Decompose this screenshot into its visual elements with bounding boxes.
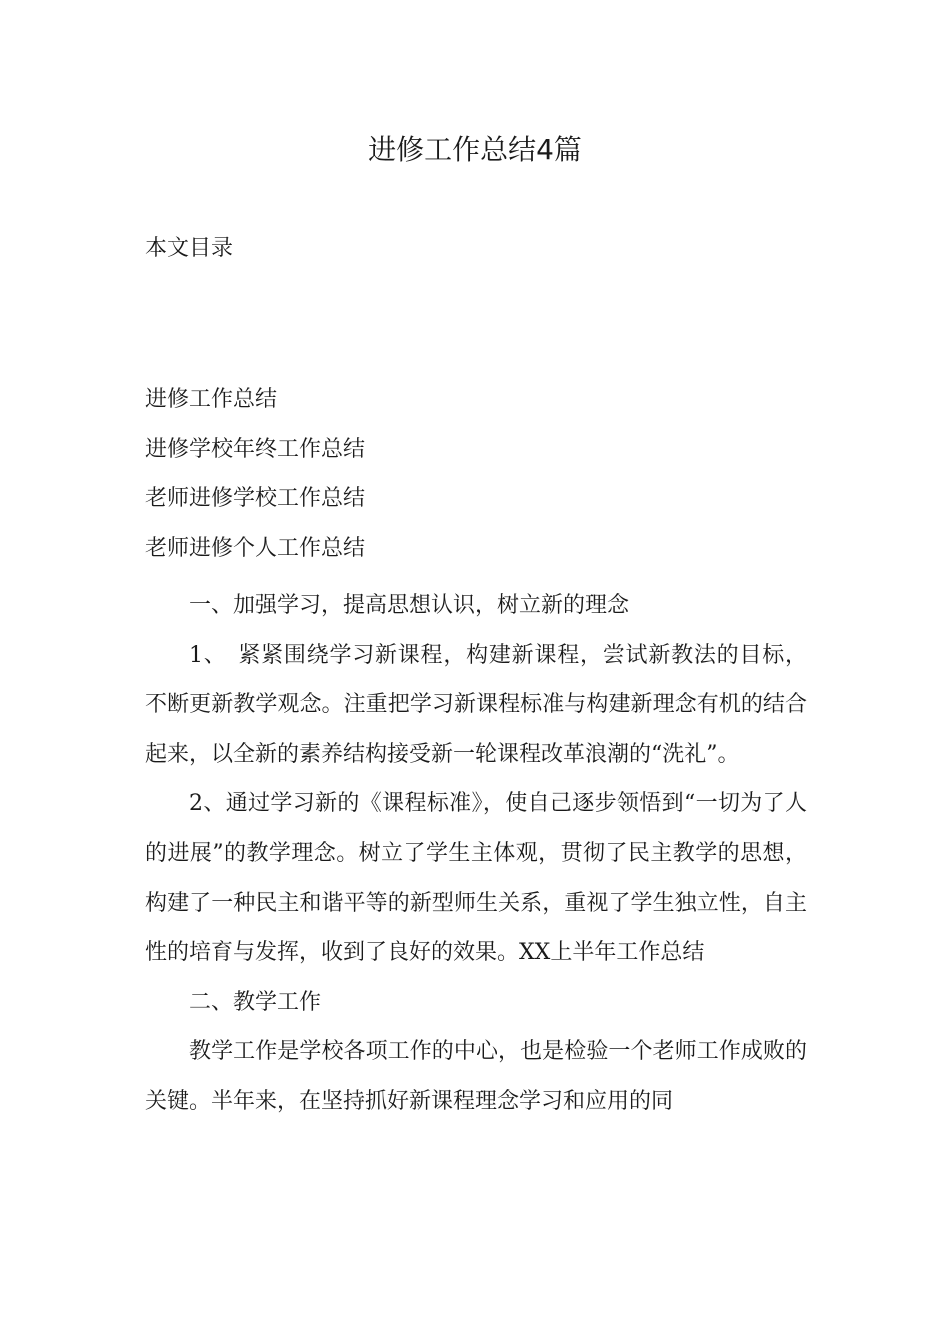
toc-item[interactable]: 进修学校年终工作总结 <box>145 436 366 462</box>
toc-heading: 本文目录 <box>145 236 234 261</box>
table-of-contents <box>145 383 365 581</box>
paragraph: 教学工作是学校各项工作的中心，也是检验一个老师工作成败的关键。半年来，在坚持抓好新课程理念学习和应用的同 <box>145 1039 807 1114</box>
section-heading: 一、加强学习，提高思想认识，树立新的理念 <box>189 593 630 618</box>
document-title: 进修工作总结4篇 <box>368 133 582 166</box>
paragraph: 1、 紧紧围绕学习新课程，构建新课程，尝试新教法的目标，不断更新教学观念。注重把学习新课程标准与构建新理念有机的结合起来，以全新的素养结构接受新一轮课程改革浪潮的“洗礼”。 <box>145 642 807 767</box>
paragraph: 2、通过学习新的《课程标准》，使自己逐步领悟到“一切为了人的进展”的教学理念。树立了学生主体观，贯彻了民主教学的思想，构建了一种民主和谐平等的新型师生关系，重视了学生独立性，自主性的培育与发挥，收到了良好的效果。XX上半年工作总结 <box>145 791 807 966</box>
toc-item[interactable]: 老师进修个人工作总结 <box>145 535 366 561</box>
section-heading: 二、教学工作 <box>189 989 322 1015</box>
document-body <box>145 581 807 1127</box>
toc-item[interactable]: 老师进修学校工作总结 <box>145 486 366 511</box>
toc-item[interactable]: 进修工作总结 <box>145 387 278 412</box>
